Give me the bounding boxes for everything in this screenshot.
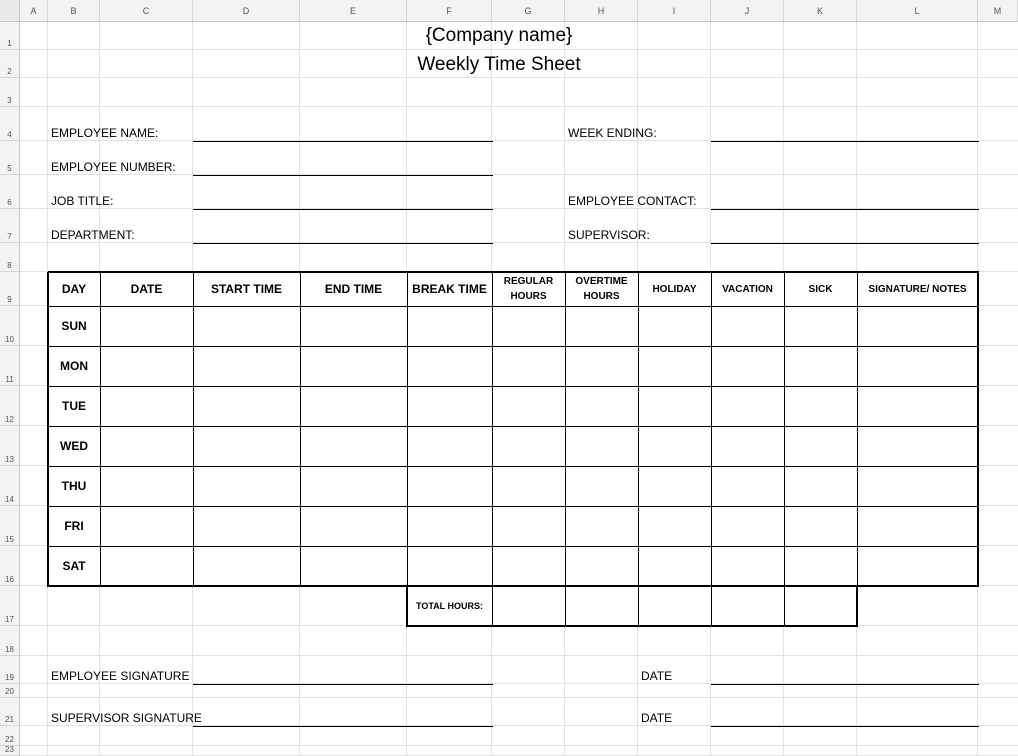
row-header-5[interactable]: 5 xyxy=(0,141,20,175)
table-cell[interactable] xyxy=(857,386,978,426)
table-cell[interactable] xyxy=(193,306,300,346)
supervisor-line[interactable] xyxy=(711,243,979,244)
row-header-4[interactable]: 4 xyxy=(0,107,20,141)
table-cell[interactable] xyxy=(492,386,565,426)
column-header-holiday: HOLIDAY xyxy=(652,283,697,295)
table-border-v xyxy=(857,272,858,587)
column-header-k[interactable]: K xyxy=(784,0,857,22)
gridline-row xyxy=(20,174,1018,175)
column-header-break-time: BREAK TIME xyxy=(412,281,487,296)
table-border-v xyxy=(300,272,301,587)
week-ending-line[interactable] xyxy=(711,141,979,142)
table-border-v xyxy=(100,272,101,587)
column-header-sick: SICK xyxy=(808,283,833,295)
row-header-6[interactable]: 6 xyxy=(0,175,20,209)
row-header-8[interactable]: 8 xyxy=(0,243,20,272)
table-cell[interactable] xyxy=(300,306,407,346)
table-cell[interactable] xyxy=(100,386,193,426)
table-cell[interactable] xyxy=(565,346,638,386)
column-header-m[interactable]: M xyxy=(978,0,1018,22)
table-border-v xyxy=(784,272,785,587)
table-border-v xyxy=(977,272,979,587)
table-cell[interactable] xyxy=(784,306,857,346)
sheet-title: Weekly Time Sheet xyxy=(417,54,581,75)
column-header-vacation: VACATION xyxy=(722,283,773,295)
gridline-row xyxy=(20,77,1018,78)
row-header-13[interactable]: 13 xyxy=(0,426,20,466)
table-cell[interactable] xyxy=(407,506,492,546)
column-header-l[interactable]: L xyxy=(857,0,978,22)
table-row-line xyxy=(48,546,978,547)
supervisor-signature-date-line[interactable] xyxy=(711,726,979,727)
employee-number-line[interactable] xyxy=(193,175,493,176)
gridline-row xyxy=(20,106,1018,107)
table-cell[interactable] xyxy=(784,506,857,546)
employee-signature-line[interactable] xyxy=(193,684,493,685)
table-row-line xyxy=(48,506,978,507)
job-title-line[interactable] xyxy=(193,209,493,210)
column-header-regular-hours: REGULAR HOURS xyxy=(503,276,554,302)
table-cell[interactable] xyxy=(407,426,492,466)
table-cell[interactable] xyxy=(492,346,565,386)
column-header-day: DAY xyxy=(61,281,87,296)
table-border-v xyxy=(407,272,408,587)
employee-contact-label: EMPLOYEE CONTACT: xyxy=(568,194,697,208)
column-header-i[interactable]: I xyxy=(638,0,711,22)
table-border-top xyxy=(48,271,979,273)
table-cell[interactable] xyxy=(565,426,638,466)
table-cell[interactable] xyxy=(565,506,638,546)
table-cell[interactable] xyxy=(638,306,711,346)
day-thu: THU xyxy=(61,479,87,493)
table-cell[interactable] xyxy=(193,466,300,506)
column-header-g[interactable]: G xyxy=(492,0,565,22)
table-cell[interactable] xyxy=(638,426,711,466)
row-header-22[interactable]: 22 xyxy=(0,726,20,746)
table-cell[interactable] xyxy=(638,506,711,546)
table-cell[interactable] xyxy=(784,386,857,426)
employee-contact-line[interactable] xyxy=(711,209,979,210)
supervisor-label: SUPERVISOR: xyxy=(568,228,650,242)
column-header-a[interactable]: A xyxy=(20,0,48,22)
table-cell[interactable] xyxy=(565,386,638,426)
column-header-b[interactable]: B xyxy=(48,0,100,22)
row-header-7[interactable]: 7 xyxy=(0,209,20,243)
table-cell[interactable] xyxy=(100,506,193,546)
table-row-line xyxy=(48,466,978,467)
table-cell[interactable] xyxy=(711,466,784,506)
table-border-v xyxy=(47,272,49,587)
total-cell[interactable] xyxy=(711,586,784,626)
table-cell[interactable] xyxy=(711,426,784,466)
company-name: {Company name} xyxy=(425,25,573,46)
row-header-2[interactable]: 2 xyxy=(0,50,20,78)
table-header-bottom xyxy=(48,306,978,307)
table-cell[interactable] xyxy=(711,506,784,546)
table-cell[interactable] xyxy=(492,546,565,586)
table-cell[interactable] xyxy=(711,386,784,426)
table-cell[interactable] xyxy=(784,546,857,586)
table-border-v xyxy=(492,272,493,587)
table-cell[interactable] xyxy=(711,306,784,346)
day-sun: SUN xyxy=(61,319,87,333)
table-row-line xyxy=(48,346,978,347)
table-cell[interactable] xyxy=(300,546,407,586)
row-header-11[interactable]: 11 xyxy=(0,346,20,386)
day-wed: WED xyxy=(60,439,88,453)
table-cell[interactable] xyxy=(638,546,711,586)
table-cell[interactable] xyxy=(492,306,565,346)
supervisor-signature-line[interactable] xyxy=(193,726,493,727)
table-cell[interactable] xyxy=(193,546,300,586)
table-cell[interactable] xyxy=(407,306,492,346)
column-header-d[interactable]: D xyxy=(193,0,300,22)
table-cell[interactable] xyxy=(565,546,638,586)
row-header-14[interactable]: 14 xyxy=(0,466,20,506)
employee-number-label: EMPLOYEE NUMBER: xyxy=(51,160,176,174)
row-header-3[interactable]: 3 xyxy=(0,78,20,107)
employee-name-label: EMPLOYEE NAME: xyxy=(51,126,159,140)
table-cell[interactable] xyxy=(100,466,193,506)
table-cell[interactable] xyxy=(857,426,978,466)
row-header-17[interactable]: 17 xyxy=(0,586,20,626)
table-cell[interactable] xyxy=(492,506,565,546)
table-cell[interactable] xyxy=(193,506,300,546)
table-cell[interactable] xyxy=(407,346,492,386)
row-header-12[interactable]: 12 xyxy=(0,386,20,426)
table-border-v xyxy=(193,272,194,587)
column-header-c[interactable]: C xyxy=(100,0,193,22)
table-cell[interactable] xyxy=(407,466,492,506)
table-cell[interactable] xyxy=(857,466,978,506)
row-header-9[interactable]: 9 xyxy=(0,272,20,306)
employee-signature-date-label: DATE xyxy=(641,669,673,683)
table-border-v xyxy=(711,272,712,587)
row-header-19[interactable]: 19 xyxy=(0,656,20,684)
column-header-f[interactable]: F xyxy=(407,0,492,22)
employee-signature-date-line[interactable] xyxy=(711,684,979,685)
table-border-v xyxy=(638,272,639,587)
job-title-label: JOB TITLE: xyxy=(51,194,114,208)
column-header-j[interactable]: J xyxy=(711,0,784,22)
supervisor-signature-label: SUPERVISOR SIGNATURE xyxy=(51,711,202,725)
select-all-corner[interactable] xyxy=(0,0,20,22)
table-cell[interactable] xyxy=(492,466,565,506)
total-cell[interactable] xyxy=(565,586,638,626)
day-sat: SAT xyxy=(62,559,86,573)
table-cell[interactable] xyxy=(300,346,407,386)
table-cell[interactable] xyxy=(638,386,711,426)
table-cell[interactable] xyxy=(565,306,638,346)
row-header-20[interactable]: 20 xyxy=(0,684,20,698)
department-line[interactable] xyxy=(193,243,493,244)
table-cell[interactable] xyxy=(638,466,711,506)
row-header-16[interactable]: 16 xyxy=(0,546,20,586)
table-row-line xyxy=(48,426,978,427)
gridline-row xyxy=(20,745,1018,746)
column-header-signature-notes: SIGNATURE/ NOTES xyxy=(868,283,967,295)
table-cell[interactable] xyxy=(300,386,407,426)
gridline-row xyxy=(20,49,1018,50)
table-cell[interactable] xyxy=(193,426,300,466)
table-cell[interactable] xyxy=(565,466,638,506)
table-cell[interactable] xyxy=(784,466,857,506)
table-cell[interactable] xyxy=(711,546,784,586)
table-cell[interactable] xyxy=(711,346,784,386)
total-cell[interactable] xyxy=(492,586,565,626)
day-fri: FRI xyxy=(64,519,84,533)
table-row-line xyxy=(48,386,978,387)
row-header-10[interactable]: 10 xyxy=(0,306,20,346)
table-cell[interactable] xyxy=(638,346,711,386)
table-cell[interactable] xyxy=(193,346,300,386)
table-cell[interactable] xyxy=(857,306,978,346)
day-mon: MON xyxy=(60,359,88,373)
gridline-row xyxy=(20,655,1018,656)
supervisor-signature-date-label: DATE xyxy=(641,711,673,725)
column-header-start-time: START TIME xyxy=(210,281,283,296)
table-cell[interactable] xyxy=(407,546,492,586)
table-cell[interactable] xyxy=(300,466,407,506)
table-cell[interactable] xyxy=(193,386,300,426)
table-cell[interactable] xyxy=(784,346,857,386)
column-header-overtime-hours: OVERTIME HOURS xyxy=(575,276,628,302)
row-header-18[interactable]: 18 xyxy=(0,626,20,656)
week-ending-label: WEEK ENDING: xyxy=(568,126,657,140)
table-cell[interactable] xyxy=(100,346,193,386)
table-cell[interactable] xyxy=(300,506,407,546)
employee-signature-label: EMPLOYEE SIGNATURE xyxy=(51,669,190,683)
table-cell[interactable] xyxy=(100,306,193,346)
table-cell[interactable] xyxy=(492,426,565,466)
total-hours-label: TOTAL HOURS: xyxy=(416,601,483,611)
table-cell[interactable] xyxy=(100,546,193,586)
employee-name-line[interactable] xyxy=(193,141,493,142)
table-cell[interactable] xyxy=(407,386,492,426)
row-header-15[interactable]: 15 xyxy=(0,506,20,546)
column-header-h[interactable]: H xyxy=(565,0,638,22)
row-header-21[interactable]: 21 xyxy=(0,698,20,726)
column-header-e[interactable]: E xyxy=(300,0,407,22)
table-cell[interactable] xyxy=(300,426,407,466)
column-header-end-time: END TIME xyxy=(324,281,383,296)
column-header-date: DATE xyxy=(130,281,163,296)
day-tue: TUE xyxy=(62,399,86,413)
department-label: DEPARTMENT: xyxy=(51,228,135,242)
total-cell[interactable] xyxy=(784,586,857,626)
row-header-1[interactable]: 1 xyxy=(0,22,20,50)
table-border-v xyxy=(565,272,566,587)
table-cell[interactable] xyxy=(857,506,978,546)
table-cell[interactable] xyxy=(857,346,978,386)
gridline-row xyxy=(20,697,1018,698)
table-cell[interactable] xyxy=(100,426,193,466)
total-cell[interactable] xyxy=(638,586,711,626)
row-header-23[interactable]: 23 xyxy=(0,746,20,756)
table-cell[interactable] xyxy=(784,426,857,466)
table-cell[interactable] xyxy=(857,546,978,586)
